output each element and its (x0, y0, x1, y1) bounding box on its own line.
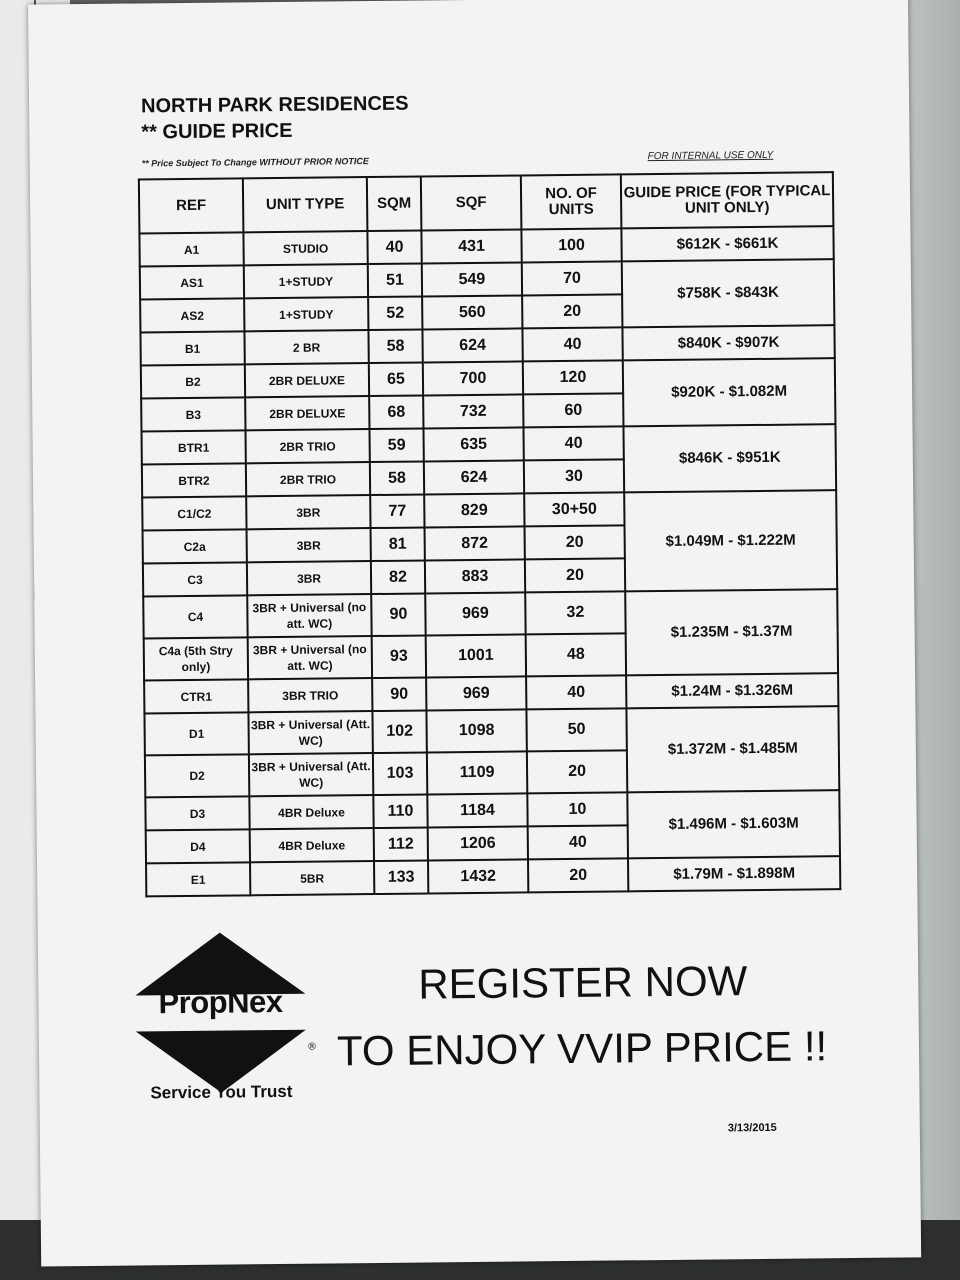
cell-unit-type: 3BR (246, 495, 370, 529)
cell-unit-type: 2BR TRIO (245, 429, 369, 463)
cell-sqm: 103 (373, 752, 427, 795)
cell-sqm: 82 (371, 560, 425, 594)
cell-sqm: 133 (374, 860, 428, 894)
cell-ref: D1 (144, 712, 248, 755)
cell-units: 30+50 (524, 492, 624, 526)
cell-ref: BTR2 (142, 463, 246, 497)
registered-mark: ® (306, 1041, 318, 1053)
cell-sqf: 1098 (426, 709, 526, 752)
cell-unit-type: 2BR TRIO (246, 462, 370, 496)
cell-units: 48 (526, 633, 626, 676)
cell-units: 60 (523, 393, 623, 427)
cell-units: 100 (521, 228, 621, 262)
cell-ref: D4 (146, 829, 250, 863)
propnex-logo (130, 932, 318, 1104)
column-header-units: NO. OF UNITS (521, 174, 622, 229)
cell-sqf: 635 (423, 427, 523, 461)
cell-guide-price: $1.049M - $1.222M (624, 490, 837, 591)
cell-guide-price: $612K - $661K (621, 226, 833, 261)
cell-ref: B2 (141, 364, 245, 398)
table-row (142, 424, 836, 464)
cell-sqf: 969 (426, 676, 526, 710)
cell-guide-price: $1.496M - $1.603M (627, 790, 840, 858)
cell-sqm: 58 (370, 461, 424, 495)
cell-sqm: 90 (371, 593, 425, 636)
cell-sqf: 1109 (427, 751, 527, 794)
cell-sqm: 40 (367, 231, 421, 265)
table-row (146, 856, 840, 896)
cell-ref: BTR1 (142, 430, 246, 464)
cell-guide-price: $1.372M - $1.485M (626, 706, 839, 792)
table-row (143, 589, 837, 638)
cell-guide-price: $1.24M - $1.326M (626, 673, 838, 708)
cell-sqm: 90 (372, 677, 426, 711)
column-header-ref: REF (139, 178, 244, 233)
cell-sqf: 431 (421, 229, 521, 263)
cell-sqf: 700 (423, 361, 523, 395)
table-body (139, 226, 840, 896)
cell-guide-price: $920K - $1.082M (623, 358, 836, 426)
cell-units: 40 (528, 825, 628, 859)
column-header-sqf: SQF (421, 175, 522, 230)
cell-sqm: 59 (369, 428, 423, 462)
price-table (138, 171, 841, 897)
cell-units: 20 (528, 858, 628, 892)
cell-sqm: 102 (372, 710, 426, 753)
cell-sqm: 65 (369, 362, 423, 396)
cell-ref: D3 (145, 796, 249, 830)
cell-unit-type: 4BR Deluxe (250, 828, 374, 862)
cell-sqm: 112 (374, 827, 428, 861)
cell-unit-type: STUDIO (243, 231, 367, 265)
cell-sqm: 77 (370, 494, 424, 528)
cell-unit-type: 3BR + Universal (no att. WC) (247, 594, 371, 637)
cell-sqf: 549 (422, 262, 522, 296)
cell-unit-type: 3BR (247, 528, 371, 562)
brand-tagline: Service You Trust (150, 1081, 293, 1103)
cell-sqf: 732 (423, 394, 523, 428)
cell-sqm: 51 (368, 263, 422, 297)
cell-sqf: 624 (424, 460, 524, 494)
cell-sqf: 560 (422, 295, 522, 329)
cell-units: 50 (526, 708, 626, 751)
cell-guide-price: $1.79M - $1.898M (628, 856, 840, 891)
cell-ref: A1 (139, 232, 243, 266)
cell-units: 20 (525, 558, 625, 592)
cell-unit-type: 1+STUDY (244, 264, 368, 298)
cell-units: 32 (525, 591, 625, 634)
cell-units: 40 (522, 327, 622, 361)
cell-ref: AS1 (140, 265, 244, 299)
cell-ref: C3 (143, 562, 247, 596)
cell-unit-type: 5BR (250, 861, 374, 895)
project-name: NORTH PARK RESIDENCES (140, 92, 409, 118)
cell-units: 20 (525, 525, 625, 559)
promo-line-2: TO ENJOY VVIP PRICE !! (336, 1022, 828, 1075)
table-row (141, 358, 835, 398)
column-header-guide-price: GUIDE PRICE (FOR TYPICAL UNIT ONLY) (621, 172, 834, 228)
cell-units: 120 (523, 360, 623, 394)
cell-sqf: 829 (424, 493, 524, 527)
cell-units: 20 (527, 750, 627, 793)
cell-unit-type: 3BR + Universal (Att. WC) (248, 711, 372, 754)
cell-ref: E1 (146, 862, 250, 896)
cell-unit-type: 2BR DELUXE (245, 363, 369, 397)
table-row (140, 259, 834, 299)
promo-line-1: REGISTER NOW (418, 957, 748, 1008)
cell-unit-type: 3BR + Universal (no att. WC) (248, 636, 372, 679)
table-row (145, 790, 839, 830)
cell-sqm: 93 (372, 635, 426, 678)
cell-unit-type: 2BR DELUXE (245, 396, 369, 430)
cell-guide-price: $1.235M - $1.37M (625, 589, 838, 675)
cell-sqf: 872 (425, 526, 525, 560)
cell-ref: D2 (145, 754, 249, 797)
cell-sqf: 1184 (427, 793, 527, 827)
cell-guide-price: $758K - $843K (622, 259, 835, 327)
cell-sqm: 68 (369, 395, 423, 429)
internal-use-note: FOR INTERNAL USE ONLY (647, 149, 774, 163)
document-title (141, 91, 409, 146)
cell-unit-type: 1+STUDY (244, 297, 368, 331)
cell-ref: AS2 (140, 298, 244, 332)
cell-ref: C4 (143, 595, 247, 638)
cell-sqf: 1001 (426, 634, 526, 677)
column-header-unit-type: UNIT TYPE (243, 177, 368, 232)
cell-unit-type: 3BR (247, 561, 371, 595)
table-row (142, 490, 836, 530)
cell-unit-type: 4BR Deluxe (249, 795, 373, 829)
cell-sqf: 624 (422, 328, 522, 362)
cell-sqm: 81 (371, 527, 425, 561)
cell-units: 20 (522, 294, 622, 328)
cell-units: 70 (522, 261, 622, 295)
column-header-sqm: SQM (367, 177, 422, 232)
table-row (144, 706, 838, 755)
brand-name: PropNex (158, 983, 283, 1021)
cell-guide-price: $846K - $951K (623, 424, 836, 492)
cell-sqm: 52 (368, 296, 422, 330)
cell-sqf: 1432 (428, 859, 528, 893)
table-header-row (139, 172, 834, 233)
cell-ref: B1 (140, 331, 244, 365)
cell-unit-type: 3BR + Universal (Att. WC) (249, 753, 373, 796)
guide-price-heading: ** GUIDE PRICE (141, 119, 293, 144)
cell-ref: B3 (141, 397, 245, 431)
cell-unit-type: 3BR TRIO (248, 678, 372, 712)
cell-units: 40 (526, 675, 626, 709)
cell-ref: CTR1 (144, 679, 248, 713)
price-sheet (28, 0, 921, 1267)
cell-sqf: 969 (425, 592, 525, 635)
cell-ref: C1/C2 (142, 496, 246, 530)
price-notice: ** Price Subject To Change WITHOUT PRIOR NOTICE (141, 156, 369, 169)
cell-sqf: 883 (425, 559, 525, 593)
cell-ref: C4a (5th Stry only) (144, 637, 248, 680)
cell-ref: C2a (143, 529, 247, 563)
cell-units: 10 (527, 792, 627, 826)
cell-units: 40 (523, 426, 623, 460)
cell-unit-type: 2 BR (244, 330, 368, 364)
cell-sqf: 1206 (428, 826, 528, 860)
document-date: 3/13/2015 (727, 1121, 777, 1135)
cell-sqm: 110 (373, 794, 427, 828)
cell-sqm: 58 (368, 329, 422, 363)
cell-guide-price: $840K - $907K (622, 325, 834, 360)
cell-units: 30 (524, 459, 624, 493)
